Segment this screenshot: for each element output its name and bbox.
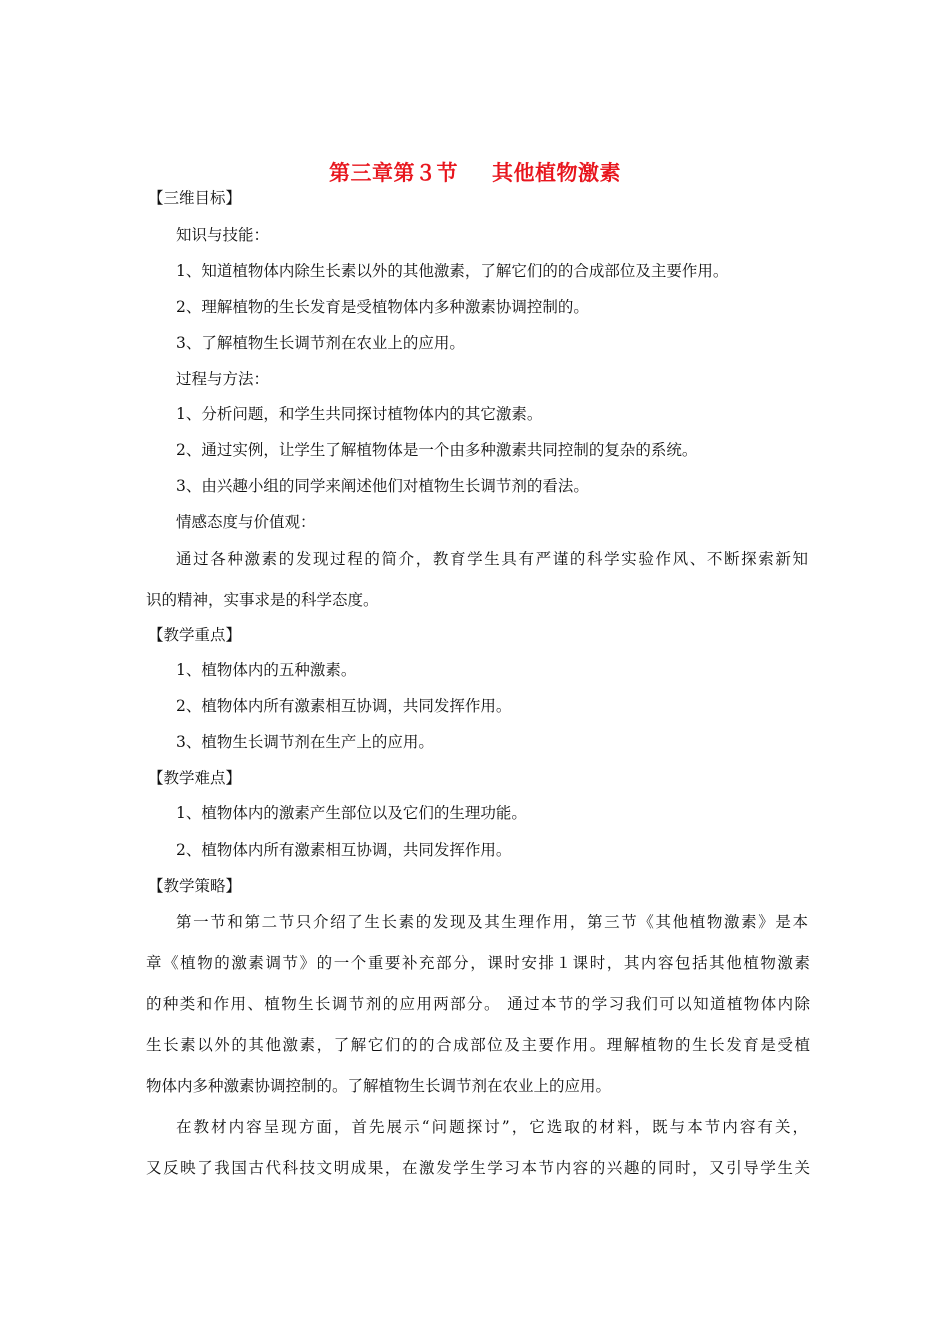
- list-item: 2、植物体内所有激素相互协调，共同发挥作用。: [176, 697, 512, 715]
- title-topic: 其他植物激素: [492, 161, 621, 185]
- list-item: 1、植物体内的五种激素。: [176, 661, 357, 679]
- section-heading-goals: 【三维目标】: [148, 189, 242, 207]
- section-heading-strategy: 【教学策略】: [148, 877, 242, 895]
- list-item: 2、理解植物的生长发育是受植物体内多种激素协调控制的。: [176, 298, 589, 316]
- subheading-knowledge: 知识与技能：: [176, 226, 270, 244]
- paragraph-line: 识的精神，实事求是的科学态度。: [146, 591, 379, 609]
- list-item: 1、知道植物体内除生长素以外的其他激素，了解它们的的合成部位及主要作用。: [176, 262, 729, 280]
- paragraph-line: 章《植物的激素调节》的一个重要补充部分，课时安排１课时，其内容包括其他植物激素: [146, 954, 810, 972]
- list-item: 3、由兴趣小组的同学来阐述他们对植物生长调节剂的看法。: [176, 477, 589, 495]
- paragraph-line: 第一节和第二节只介绍了生长素的发现及其生理作用，第三节《其他植物激素》是本: [176, 913, 808, 931]
- list-item: 3、了解植物生长调节剂在农业上的应用。: [176, 334, 465, 352]
- paragraph-line: 的种类和作用、植物生长调节剂的应用两部分。 通过本节的学习我们可以知道植物体内除: [146, 995, 810, 1013]
- list-item: 1、植物体内的激素产生部位以及它们的生理功能。: [176, 804, 527, 822]
- paragraph-line: 又反映了我国古代科技文明成果，在激发学生学习本节内容的兴趣的同时，又引导学生关: [146, 1159, 810, 1177]
- paragraph-line: 生长素以外的其他激素，了解它们的的合成部位及主要作用。理解植物的生长发育是受植: [146, 1036, 810, 1054]
- section-heading-difficulties: 【教学难点】: [148, 769, 242, 787]
- paragraph-line: 通过各种激素的发现过程的简介，教育学生具有严谨的科学实验作风、不断探索新知: [176, 550, 808, 568]
- subheading-process: 过程与方法：: [176, 370, 270, 388]
- list-item: 2、通过实例，让学生了解植物体是一个由多种激素共同控制的复杂的系统。: [176, 441, 698, 459]
- title-chapter: 第三章第３节: [329, 161, 458, 185]
- subheading-attitude: 情感态度与价值观：: [176, 513, 316, 531]
- list-item: 1、分析问题，和学生共同探讨植物体内的其它激素。: [176, 405, 543, 423]
- list-item: 2、植物体内所有激素相互协调，共同发挥作用。: [176, 841, 512, 859]
- paragraph-line: 在教材内容呈现方面，首先展示“问题探讨”，它选取的材料，既与本节内容有关，: [176, 1118, 808, 1136]
- list-item: 3、植物生长调节剂在生产上的应用。: [176, 733, 434, 751]
- page-title: [0, 157, 950, 187]
- paragraph-line: 物体内多种激素协调控制的。了解植物生长调节剂在农业上的应用。: [146, 1077, 612, 1095]
- section-heading-key-points: 【教学重点】: [148, 626, 242, 644]
